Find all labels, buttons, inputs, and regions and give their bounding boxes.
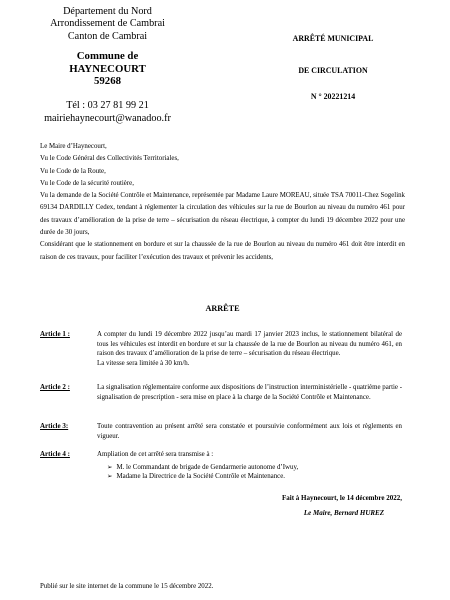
header-left-block xyxy=(20,6,195,126)
recipient-item xyxy=(107,472,402,482)
article-1-body: A compter du lundi 19 décembre 2022 jusqu’au mardi 17 janvier 2023 inclus, le stationnement bilatéral de tous les véhicules est interdit en bordure et sur la chaussée de la rue de Bourlon au niveau du numéro 461, en raison des travaux d’amélioration de la prise de terre – sécurisation du réseau électrique. xyxy=(97,331,402,358)
article-2-label: Article 2 : xyxy=(40,383,70,391)
article-3-label: Article 3: xyxy=(40,422,69,430)
article-4-body: Ampliation de cet arrêté sera transmise à : xyxy=(97,451,214,458)
title-arrete-municipal: ARRÊTÉ MUNICIPAL xyxy=(292,34,374,43)
arrondissement: Arrondissement de Cambrai xyxy=(50,18,165,30)
email: mairiehaynecourt@wanadoo.fr xyxy=(44,112,171,124)
arrete-number: N ° 20221214 xyxy=(310,92,356,101)
title-de-circulation: DE CIRCULATION xyxy=(298,66,368,75)
signatory: Le Maire, Bernard HUREZ xyxy=(303,509,384,517)
canton: Canton de Cambrai xyxy=(67,30,148,42)
recipient-item xyxy=(107,463,402,473)
vu-line-cgct: Vu le Code Général des Collectivités Territoriales, xyxy=(40,155,179,163)
vu-line-code-route: Vu le Code de la Route, xyxy=(40,167,106,175)
arrow-bullet-icon: ➢ xyxy=(107,473,113,481)
article-2-text: La signalisation réglementaire conforme aux dispositions de l’instruction interministérielle - quatrième partie - signalisation de prescription - sera mise en place à la charge de la Société Contrôle et Maintenance. xyxy=(97,384,403,401)
considerant-paragraph: Considérant que le stationnement en bordure et sur la chaussée de la rue de Bourlon au niveau du numéro 461 doit être interdit en raison de ces travaux, pour faciliter l’exécution des travaux et prévenir les accidents, xyxy=(40,241,405,261)
maire-line: Le Maire d’Haynecourt, xyxy=(40,143,107,150)
article-1-label: Article 1 : xyxy=(40,330,70,338)
arrete-heading: ARRÊTE xyxy=(205,304,240,313)
article-1-text xyxy=(97,330,402,368)
article-4-label: Article 4 : xyxy=(40,450,70,458)
arrow-bullet-icon: ➢ xyxy=(107,463,113,471)
publication-note: Publié sur le site internet de la commune le 15 décembre 2022. xyxy=(40,583,214,590)
article-1-speed: La vitesse sera limitée à 30 km/h. xyxy=(97,359,190,367)
article-4-text xyxy=(97,450,402,482)
phone: Tél : 03 27 81 99 21 xyxy=(66,100,149,111)
recipients-list xyxy=(97,463,402,483)
commune-block xyxy=(20,50,195,88)
article-3-text: Toute contravention au présent arrêté sera constatée et poursuivie conformément aux lois et règlements en vigueur. xyxy=(97,423,402,440)
place-date: Fait à Haynecourt, le 14 décembre 2022, xyxy=(281,494,402,502)
vu-line-securite-routiere: Vu le Code de la sécurité routière, xyxy=(40,179,134,187)
commune-label: Commune de xyxy=(76,50,139,63)
vu-demande-paragraph: Vu la demande de la Société Contrôle et Maintenance, représentée par Madame Laure MOREAU, située TSA 70011-Chez Sogelink 69134 DARDILLY Cedex, tendant à réglementer la circulation des véhicules sur la rue de Bourlon au niveau du numéro 461 pour des travaux d’amélioration de la prise de terre – sécurisation du réseau électrique, à compter du lundi 19 décembre 2022 pour une durée de 30 jours, xyxy=(40,192,405,237)
departement: Département du Nord xyxy=(63,6,152,17)
recipient-societe: Madame la Directrice de la Société Contrôle et Maintenance. xyxy=(116,473,286,481)
contact-block xyxy=(20,100,195,126)
commune-postcode: 59268 xyxy=(94,75,121,88)
preamble xyxy=(40,141,405,264)
recipient-gendarmerie: M. le Commandant de brigade de Gendarmerie autonome d’Iwuy, xyxy=(116,463,299,471)
commune-name: HAYNECOURT xyxy=(69,62,146,75)
